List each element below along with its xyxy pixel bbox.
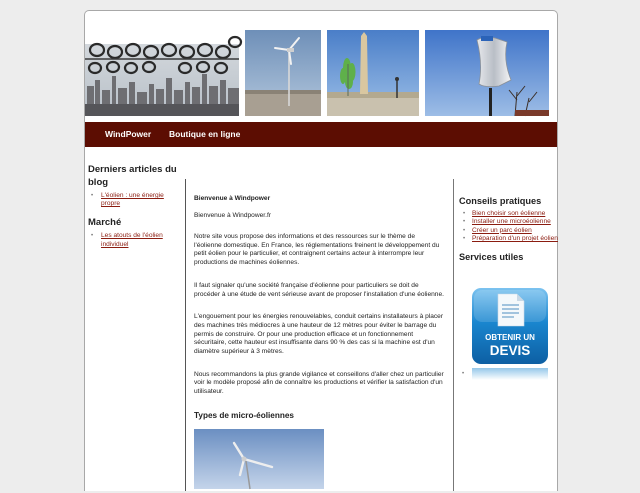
right-column-divider	[453, 179, 454, 491]
banner-photo-obelisk-concorde	[327, 30, 419, 116]
tips-list	[459, 210, 559, 243]
main-content	[194, 195, 444, 489]
list-item	[472, 227, 559, 235]
list-item	[101, 192, 178, 208]
paragraph: Nous recommandons la plus grande vigilance et conseillons d'aller chez un particulier voir le modèle proposé afin de connaître les productions et vérifier la satisfaction d'un utilisateur.	[194, 370, 444, 396]
list-item	[472, 218, 559, 226]
section-heading: Types de micro-éoliennes	[194, 410, 294, 420]
devis-bullet: •	[462, 371, 465, 377]
blog-heading: Derniers articles du blog	[88, 164, 177, 188]
banner-photo-rooftop-turbine	[245, 30, 321, 116]
banner-photo-wind-spiral-city	[85, 30, 239, 116]
list-item	[101, 232, 178, 248]
document-icon	[498, 294, 524, 326]
market-list	[88, 232, 178, 248]
page-title: Bienvenue à Windpower	[194, 195, 271, 202]
tip-link[interactable]: Bien choisir son éolienne	[472, 210, 546, 217]
left-sidebar	[88, 163, 178, 257]
devis-line2: DEVIS	[489, 343, 531, 358]
tips-heading: Conseils pratiques	[459, 196, 542, 206]
blog-list	[88, 192, 178, 208]
devis-reflection	[472, 367, 548, 394]
get-quote-button[interactable]	[472, 288, 548, 362]
market-heading: Marché	[88, 217, 122, 229]
right-sidebar	[459, 195, 559, 394]
list-item	[472, 235, 559, 243]
list-item	[472, 210, 559, 218]
welcome-text: Bienvenue à Windpower.fr	[194, 212, 271, 220]
page-container	[84, 10, 558, 491]
services-heading: Services utiles	[459, 252, 524, 263]
paragraph: Il faut signaler qu'une société française d'éolienne pour particuliers se doit de procéder à une étude de vent sérieuse avant de proposer l'installation d'une éolienne.	[194, 281, 444, 298]
blog-article-link[interactable]: L'éolien : une énergie propre	[101, 192, 164, 208]
header-banner	[85, 30, 557, 116]
tip-link[interactable]: Préparation d'un projet éolien	[472, 234, 558, 242]
nav-item-windpower[interactable]: WindPower	[105, 129, 152, 139]
nav-item-boutique[interactable]: Boutique en ligne	[169, 129, 241, 139]
tip-link[interactable]: Installer une microéolienne	[472, 218, 551, 226]
paragraph: L'engouement pour les énergies renouvelables, conduit certains installateurs à placer des machines très médiocres à une hauteur de 12 mètres pour éviter le barrage du permis de construire. Or pour une production efficace et un fonctionnement sécuritaire, cette hauteur est insuffisante dans 90 % des cas si la machine est d'un diamètre supérieur à 3 mètres.	[194, 313, 444, 356]
main-nav	[85, 122, 557, 147]
tip-link[interactable]: Créer un parc éolien	[472, 226, 532, 234]
paragraph: Notre site vous propose des informations et des ressources sur le thème de l'éolienne domestique. En France, les réglementations freinent le développement du petit éolien pour le particulier, et contraignent certains acteur à interrompre leur productions de machines éoliennes.	[194, 233, 440, 267]
micro-turbine-photo	[194, 429, 324, 489]
devis-line1: OBTENIR UN	[485, 333, 535, 342]
devis-reflection-text: DEVIS	[489, 379, 531, 394]
banner-photo-vertical-turbine	[425, 30, 549, 116]
left-column-divider	[185, 179, 186, 491]
market-article-link[interactable]: Les atouts de l'éolien individuel	[101, 232, 163, 248]
